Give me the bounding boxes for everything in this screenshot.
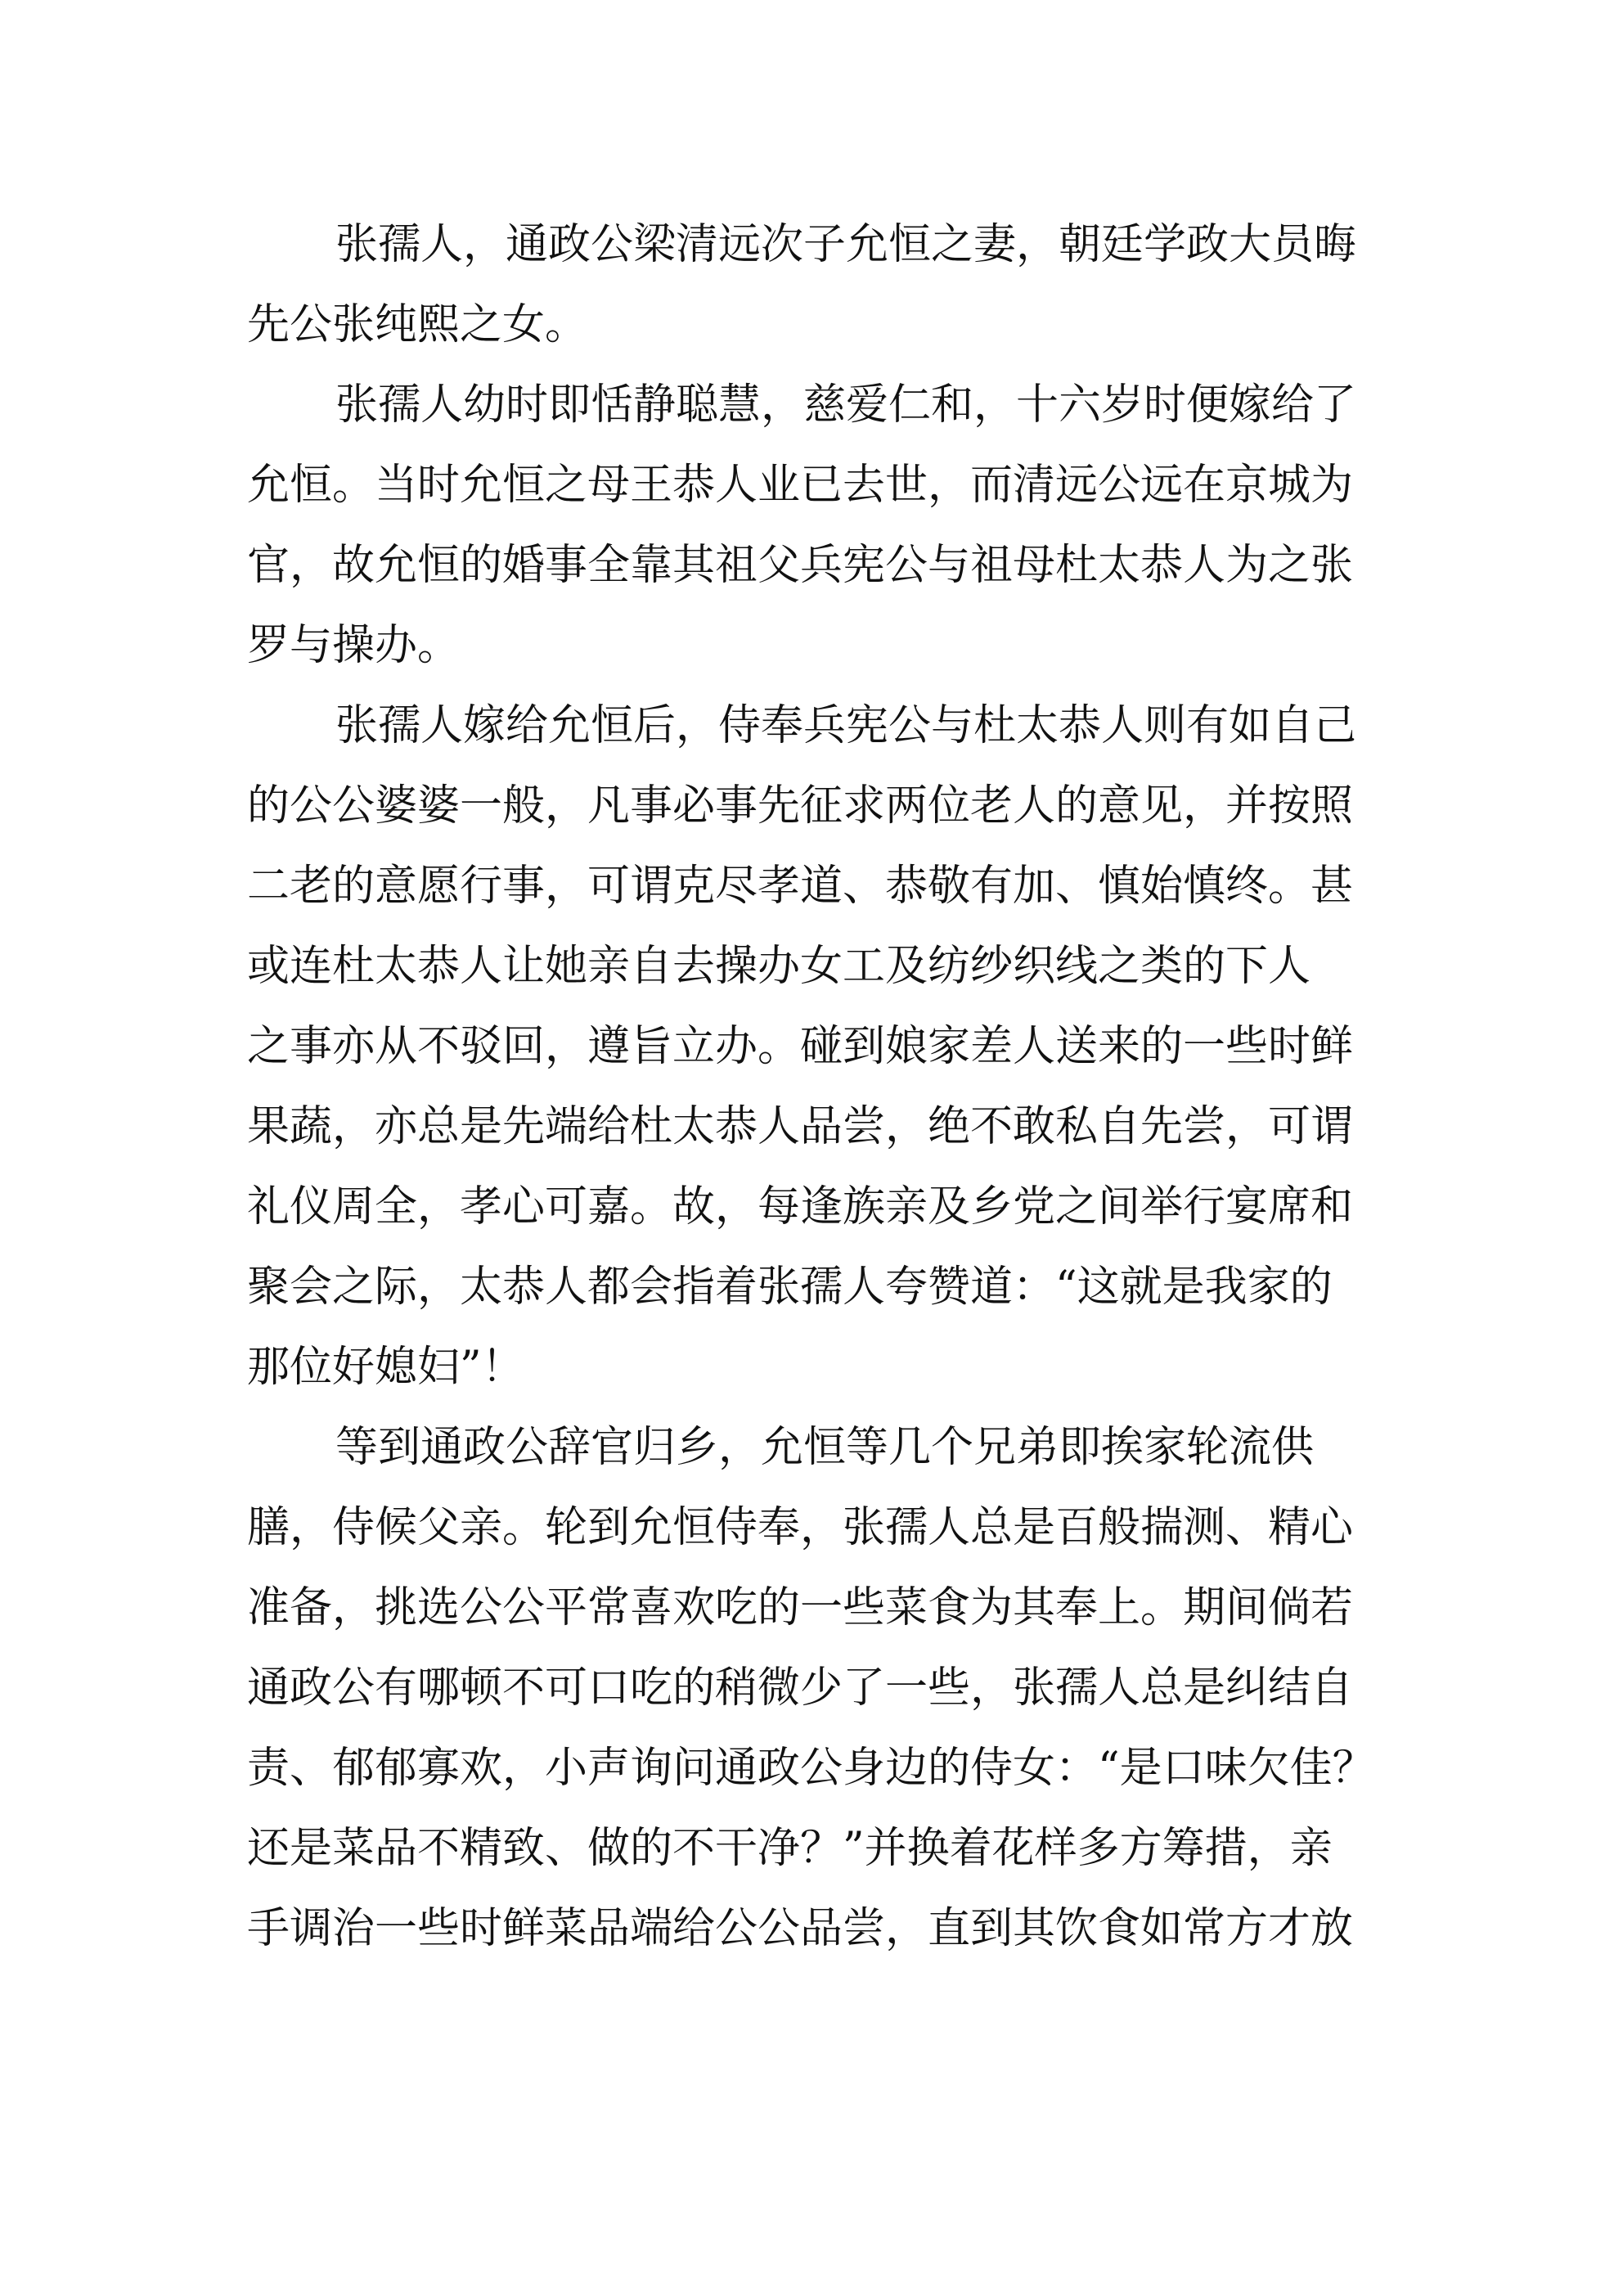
body-text xyxy=(247,205,1388,1969)
text-line: 那位好媳妇”！ xyxy=(247,1343,524,1392)
text-line: 责、郁郁寡欢，小声询问通政公身边的侍女：“是口味欠佳？ xyxy=(247,1744,1375,1793)
text-line: 或连杜太恭人让她亲自去操办女工及纺纱织线之类的下人 xyxy=(247,942,1311,991)
text-line: 果蔬，亦总是先端给杜太恭人品尝，绝不敢私自先尝，可谓 xyxy=(247,1102,1354,1151)
text-line: 张孺人幼时即恬静聪慧，慈爱仁和，十六岁时便嫁给了 xyxy=(335,380,1357,430)
text-line: 之事亦从不驳回，遵旨立办。碰到娘家差人送来的一些时鲜 xyxy=(247,1022,1354,1071)
text-line: 还是菜品不精致、做的不干净？”并换着花样多方筹措，亲 xyxy=(247,1824,1333,1873)
text-line: 张孺人，通政公梁清远次子允恒之妻，朝廷学政大员晦 xyxy=(335,220,1357,269)
text-line: 张孺人嫁给允恒后，侍奉兵宪公与杜太恭人则有如自己 xyxy=(335,701,1357,750)
text-line: 礼仪周全，孝心可嘉。故，每逢族亲及乡党之间举行宴席和 xyxy=(247,1182,1354,1231)
text-line: 的公公婆婆一般，凡事必事先征求两位老人的意见，并按照 xyxy=(247,781,1354,831)
text-line: 通政公有哪顿不可口吃的稍微少了一些，张孺人总是纠结自 xyxy=(247,1663,1354,1713)
text-line: 聚会之际，太恭人都会指着张孺人夸赞道：“这就是我家的 xyxy=(247,1263,1333,1312)
text-line: 二老的意愿行事，可谓克尽孝道、恭敬有加、慎始慎终。甚 xyxy=(247,862,1354,911)
text-line: 官，故允恒的婚事全靠其祖父兵宪公与祖母杜太恭人为之张 xyxy=(247,541,1354,590)
text-line: 允恒。当时允恒之母王恭人业已去世，而清远公远在京城为 xyxy=(247,461,1354,510)
text-line: 等到通政公辞官归乡，允恒等几个兄弟即挨家轮流供 xyxy=(335,1423,1315,1472)
text-line: 罗与操办。 xyxy=(247,621,461,670)
text-line: 准备，挑选公公平常喜欢吃的一些菜食为其奉上。期间倘若 xyxy=(247,1583,1354,1632)
text-line: 膳，侍候父亲。轮到允恒侍奉，张孺人总是百般揣测、精心 xyxy=(247,1503,1354,1552)
text-line: 手调治一些时鲜菜品端给公公品尝，直到其饮食如常方才放 xyxy=(247,1904,1354,1953)
text-line: 先公张纯熙之女。 xyxy=(247,300,588,349)
